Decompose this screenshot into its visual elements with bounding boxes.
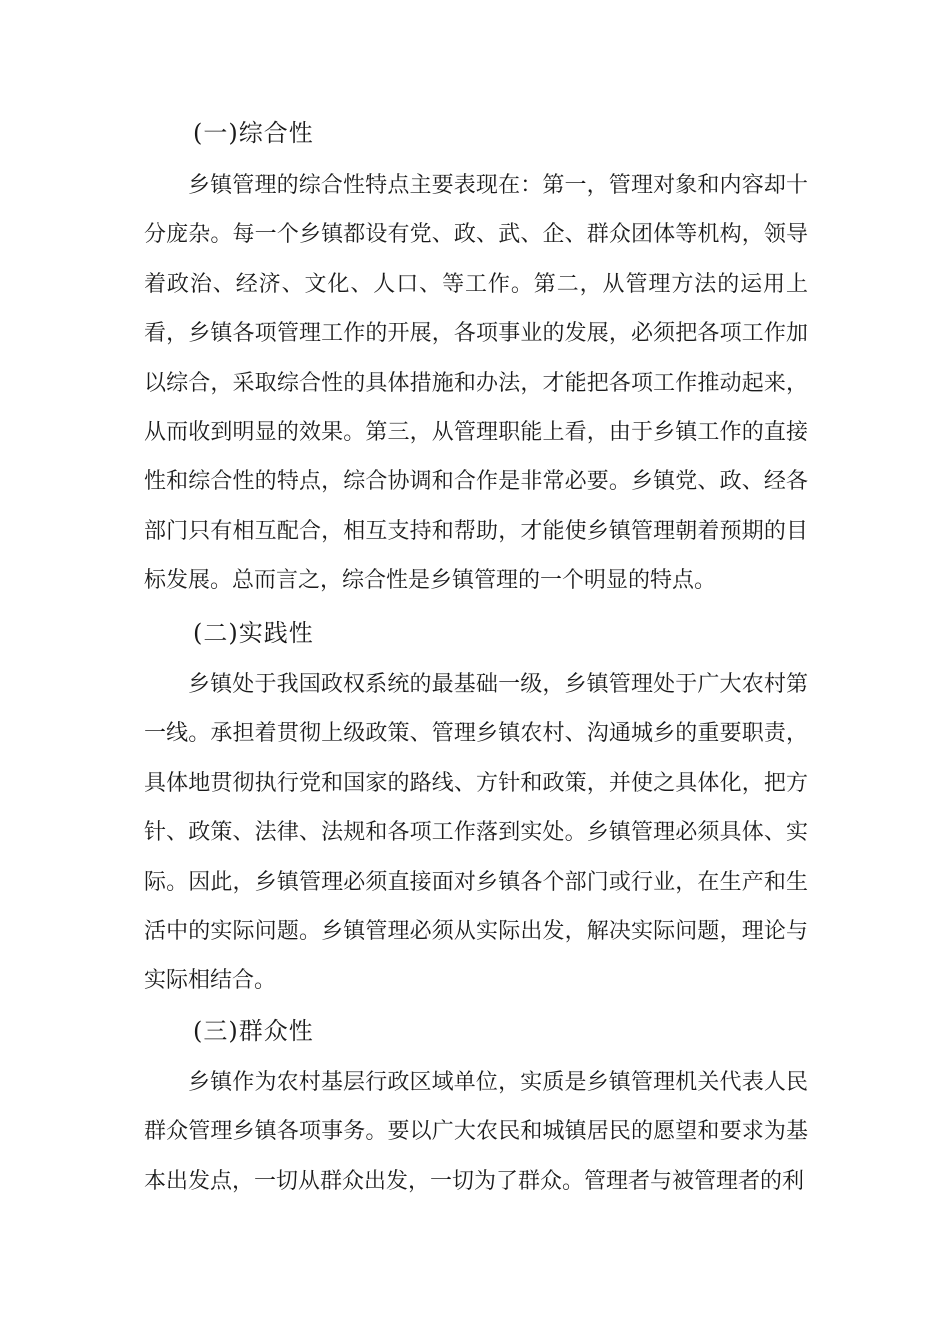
section-paragraph-mass: 乡镇作为农村基层行政区域单位，实质是乡镇管理机关代表人民群众管理乡镇各项事务。要以广大农民和城镇居民的愿望和要求为基本出发点，一切从群众出发，一切为了群众。管理者与被管理者的利 [144, 1070, 808, 1194]
section-heading-comprehensive: (一)综合性 [193, 119, 314, 147]
section-heading-mass: (三)群众性 [193, 1017, 314, 1045]
section-heading-practical: (二)实践性 [193, 619, 314, 647]
section-paragraph-practical: 乡镇处于我国政权系统的最基础一级，乡镇管理处于广大农村第一线。承担着贯彻上级政策、管理乡镇农村、沟通城乡的重要职责，具体地贯彻执行党和国家的路线、方针和政策，并使之具体化，把方针、政策、法律、法规和各项工作落到实处。乡镇管理必须具体、实际。因此，乡镇管理必须直接面对乡镇各个部门或行业，在生产和生活中的实际问题。乡镇管理必须从实际出发，解决实际问题，理论与实际相结合。 [144, 672, 808, 994]
section-paragraph-comprehensive: 乡镇管理的综合性特点主要表现在：第一，管理对象和内容却十分庞杂。每一个乡镇都设有党、政、武、企、群众团体等机构，领导着政治、经济、文化、人口、等工作。第二，从管理方法的运用上看，乡镇各项管理工作的开展，各项事业的发展，必须把各项工作加以综合，采取综合性的具体措施和办法，才能把各项工作推动起来，从而收到明显的效果。第三，从管理职能上看，由于乡镇工作的直接性和综合性的特点，综合协调和合作是非常必要。乡镇党、政、经各部门只有相互配合，相互支持和帮助，才能使乡镇管理朝着预期的目标发展。总而言之，综合性是乡镇管理的一个明显的特点。 [144, 173, 808, 594]
